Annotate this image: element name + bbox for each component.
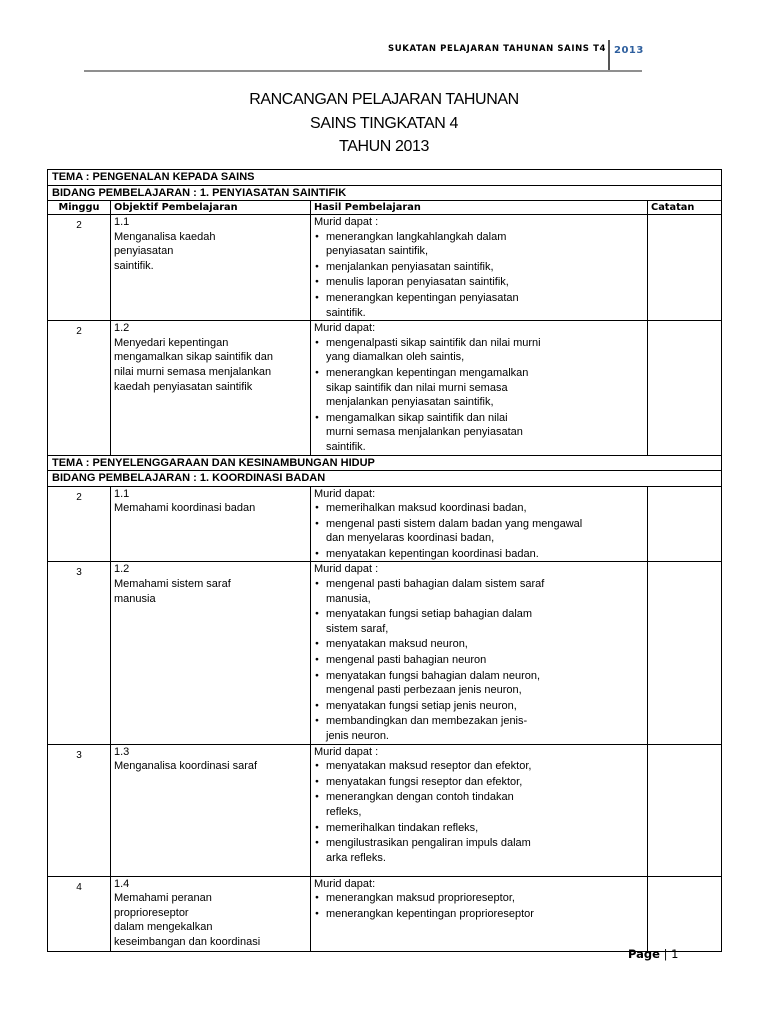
outcome-item — [314, 699, 644, 714]
document-title: RANCANGAN PELAJARAN TAHUNAN — [249, 91, 519, 108]
column-header-outcome: Hasil Pembelajaran — [311, 201, 648, 215]
objective-text: nilai murni semasa menjalankan — [114, 365, 272, 378]
outcome-intro: Murid dapat : — [314, 216, 379, 228]
document-year: TAHUN 2013 — [339, 138, 429, 155]
outcome-line: ● menyatakan kepentingan koordinasi badan. — [326, 547, 539, 560]
outcome-item — [314, 836, 644, 865]
outcome-item — [314, 775, 644, 790]
outcome-item — [314, 821, 644, 836]
outcome-item — [314, 653, 644, 668]
outcome-line: sikap saintifik dan nilai murni semasa — [326, 381, 508, 394]
theme-row — [48, 170, 722, 186]
outcome-line: ● menerangkan maksud proprioreseptor, — [326, 892, 515, 905]
outcome-item — [314, 547, 644, 562]
notes-cell — [648, 744, 722, 876]
objective-text: saintifik. — [114, 259, 154, 272]
outcome-line: ● menjalankan penyiasatan saintifik, — [326, 260, 494, 273]
outcome-intro: Murid dapat: — [314, 877, 376, 890]
outcome-line: ● mengenalpasti sikap saintifik dan nilai murni — [326, 336, 541, 349]
outcome-cell — [311, 562, 648, 744]
outcome-item — [314, 336, 644, 365]
column-header-notes: Catatan — [648, 201, 722, 215]
objective-number: 1.2 — [114, 563, 130, 576]
outcome-list — [314, 759, 644, 865]
objective-text: kaedah penyiasatan saintifik — [114, 380, 253, 393]
outcome-line: penyiasatan saintifik, — [326, 245, 429, 258]
page-separator: | — [659, 947, 672, 961]
objective-text: mengamalkan sikap saintifik dan — [114, 351, 273, 364]
table-row — [48, 321, 722, 455]
outcome-item — [314, 891, 644, 906]
outcome-line: mengenal pasti perbezaan jenis neuron, — [326, 684, 522, 697]
outcome-line: ● menyatakan fungsi bahagian dalam neuron, — [326, 669, 541, 682]
outcome-line: arka refleks. — [326, 851, 386, 864]
outcome-line: ● menerangkan kepentingan mengamalkan — [326, 366, 529, 379]
outcome-list — [314, 230, 644, 321]
objective-text: penyiasatan — [114, 245, 174, 258]
outcome-line: ● menyatakan maksud neuron, — [326, 638, 468, 651]
week-cell: 3 — [48, 562, 111, 744]
table-row — [48, 215, 722, 321]
objective-number: 1.1 — [114, 216, 130, 228]
outcome-item — [314, 714, 644, 743]
outcome-item — [314, 275, 644, 290]
objective-text: Menganalisa kaedah — [114, 230, 216, 243]
learning-area-row — [48, 185, 722, 201]
objective-text: manusia — [114, 592, 156, 605]
outcome-line: dan menyelaras koordinasi badan, — [326, 532, 495, 545]
running-header-year: 2013 — [614, 45, 644, 56]
objective-text: keseimbangan dan koordinasi — [114, 935, 261, 948]
table-row — [48, 562, 722, 744]
outcome-line: saintifik. — [326, 306, 366, 319]
outcome-line: ● menyatakan fungsi setiap jenis neuron, — [326, 699, 517, 712]
table-row — [48, 876, 722, 951]
outcome-intro: Murid dapat: — [314, 487, 376, 500]
objective-cell — [111, 321, 311, 455]
outcome-item — [314, 291, 644, 320]
column-header-week: Minggu — [48, 201, 111, 215]
outcome-line: ● menerangkan langkahlangkah dalam — [326, 230, 507, 243]
outcome-intro: Murid dapat : — [314, 563, 379, 576]
outcome-cell — [311, 486, 648, 562]
outcome-line: ● mengenal pasti sistem dalam badan yang mengawal — [326, 517, 583, 530]
outcome-line: jenis neuron. — [326, 730, 389, 742]
outcome-cell — [311, 321, 648, 455]
outcome-cell — [311, 876, 648, 951]
objective-cell — [111, 215, 311, 321]
week-cell: 3 — [48, 744, 111, 876]
outcome-line: ● memerihalkan tindakan refleks, — [326, 821, 479, 834]
outcome-item — [314, 366, 644, 410]
theme-row — [48, 455, 722, 471]
outcome-list — [314, 577, 644, 744]
outcome-intro: Murid dapat: — [314, 322, 376, 335]
lesson-plan-table — [47, 169, 722, 952]
header-rule — [84, 70, 642, 72]
outcome-item — [314, 230, 644, 259]
outcome-line: sistem saraf, — [326, 622, 389, 635]
outcome-cell — [311, 744, 648, 876]
outcome-line: ● menyatakan fungsi setiap bahagian dalam — [326, 608, 533, 621]
outcome-line: yang diamalkan oleh saintis, — [326, 351, 465, 364]
outcome-item — [314, 411, 644, 455]
outcome-line: murni semasa menjalankan penyiasatan — [326, 426, 523, 439]
notes-cell — [648, 876, 722, 951]
theme-label: TEMA : PENGENALAN KEPADA SAINS — [48, 170, 722, 186]
objective-number: 1.2 — [114, 322, 130, 335]
header-divider — [608, 40, 610, 70]
week-cell: 2 — [48, 486, 111, 562]
outcome-line: ● menyatakan maksud reseptor dan efektor, — [326, 760, 532, 773]
outcome-line: refleks, — [326, 805, 362, 818]
outcome-line: menjalankan penyiasatan saintifik, — [326, 396, 494, 409]
learning-area-row — [48, 471, 722, 487]
objective-number: 1.4 — [114, 877, 130, 890]
outcome-list — [314, 891, 644, 921]
page-footer — [628, 947, 678, 961]
learning-area-label: BIDANG PEMBELAJARAN : 1. KOORDINASI BADAN — [48, 471, 722, 487]
objective-number: 1.3 — [114, 745, 130, 758]
learning-area-label: BIDANG PEMBELAJARAN : 1. PENYIASATAN SAINTIFIK — [48, 185, 722, 201]
objective-text: Menyedari kepentingan — [114, 336, 229, 349]
outcome-item — [314, 607, 644, 636]
outcome-line: ● menerangkan dengan contoh tindakan — [326, 791, 514, 804]
outcome-cell — [311, 215, 648, 321]
outcome-item — [314, 637, 644, 652]
objective-number: 1.1 — [114, 487, 130, 500]
outcome-line: ● mengenal pasti bahagian neuron — [326, 654, 487, 667]
outcome-item — [314, 907, 644, 922]
outcome-line: saintifik. — [326, 440, 366, 453]
table-row — [48, 744, 722, 876]
column-header-objective: Objektif Pembelajaran — [111, 201, 311, 215]
week-cell: 2 — [48, 321, 111, 455]
theme-label: TEMA : PENYELENGGARAAN DAN KESINAMBUNGAN HIDUP — [48, 455, 722, 471]
table-row — [48, 486, 722, 562]
outcome-line: ● menulis laporan penyiasatan saintifik, — [326, 276, 509, 289]
outcome-line: ● mengenal pasti bahagian dalam sistem saraf — [326, 578, 545, 591]
outcome-item — [314, 790, 644, 819]
outcome-line: manusia, — [326, 592, 371, 605]
outcome-line: ● menyatakan fungsi reseptor dan efektor, — [326, 775, 523, 788]
outcome-line: ● memerihalkan maksud koordinasi badan, — [326, 502, 527, 515]
page-label: Page — [628, 947, 660, 961]
objective-text: Menganalisa koordinasi saraf — [114, 760, 258, 773]
outcome-item — [314, 501, 644, 516]
objective-text: proprioreseptor — [114, 906, 189, 919]
objective-cell — [111, 876, 311, 951]
outcome-line: ● menerangkan kepentingan proprioreseptor — [326, 907, 534, 920]
outcome-item — [314, 577, 644, 606]
outcome-line: ● mengamalkan sikap saintifik dan nilai — [326, 411, 508, 424]
objective-cell — [111, 486, 311, 562]
outcome-list — [314, 501, 644, 561]
column-header-row — [48, 201, 722, 215]
outcome-line: ● membandingkan dan membezakan jenis- — [326, 715, 528, 728]
week-cell: 2 — [48, 215, 111, 321]
outcome-line: ● menerangkan kepentingan penyiasatan — [326, 291, 519, 304]
outcome-item — [314, 517, 644, 546]
notes-cell — [648, 321, 722, 455]
notes-cell — [648, 486, 722, 562]
outcome-list — [314, 336, 644, 455]
outcome-item — [314, 759, 644, 774]
objective-cell — [111, 562, 311, 744]
document-subject: SAINS TINGKATAN 4 — [310, 115, 458, 132]
outcome-intro: Murid dapat : — [314, 745, 379, 758]
objective-cell — [111, 744, 311, 876]
objective-text: Memahami koordinasi badan — [114, 502, 256, 515]
notes-cell — [648, 215, 722, 321]
objective-text: dalam mengekalkan — [114, 921, 213, 934]
outcome-line: ● mengilustrasikan pengaliran impuls dalam — [326, 837, 531, 850]
objective-text: Memahami peranan — [114, 892, 212, 905]
outcome-item — [314, 669, 644, 698]
objective-text: Memahami sistem saraf — [114, 578, 231, 591]
week-cell: 4 — [48, 876, 111, 951]
running-header-title: SUKATAN PELAJARAN TAHUNAN SAINS T4 — [388, 44, 606, 54]
notes-cell — [648, 562, 722, 744]
outcome-item — [314, 260, 644, 275]
page-number: 1 — [671, 947, 679, 961]
